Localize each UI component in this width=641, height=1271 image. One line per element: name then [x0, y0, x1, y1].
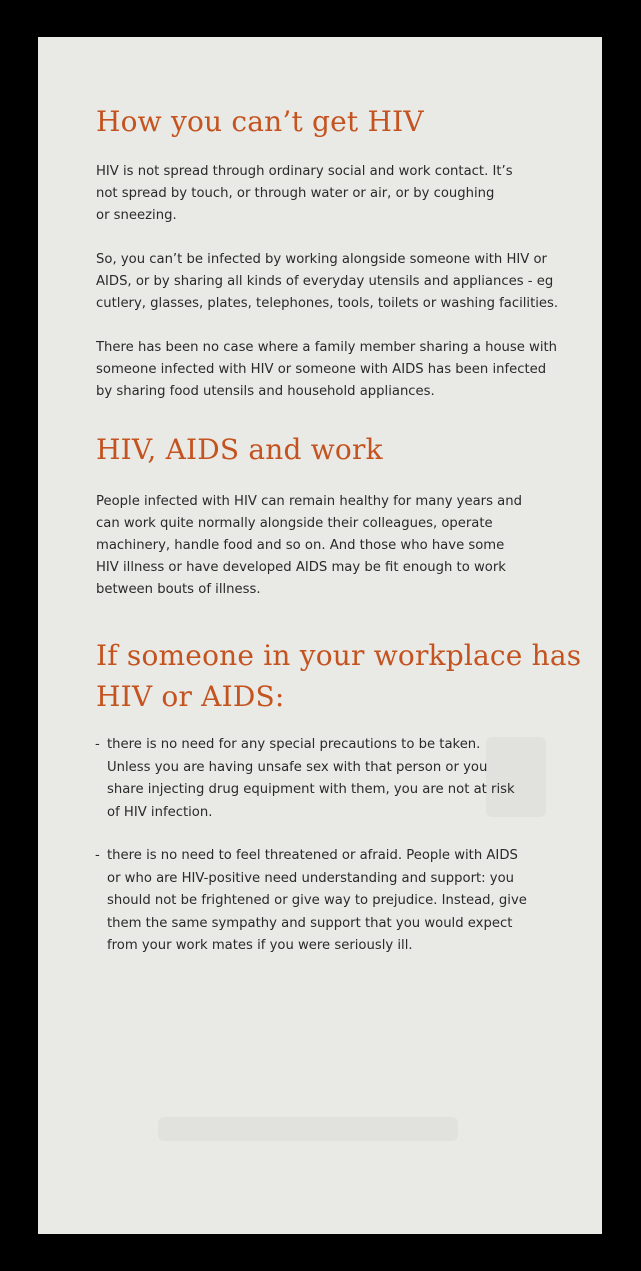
paragraph-people-infected: People infected with HIV can remain healthy for many years and can work quite normally alongside their colleagues, operate machinery, handle food and so on. And those who have some HIV illness or have developed AIDS may be fit enough to work between bouts of illness.	[96, 494, 522, 597]
bullet-item-no-need-to-feel-threatened	[95, 845, 535, 958]
heading-hiv-aids-and-work: HIV, AIDS and work	[96, 433, 383, 466]
leaflet-page	[38, 37, 602, 1234]
paragraph-not-spread: HIV is not spread through ordinary social and work contact. It’s not spread by touch, or through water or air, or by coughing or sneezing.	[96, 164, 513, 223]
bullet-item-no-precautions	[95, 734, 535, 824]
bullet-marker: -	[95, 848, 100, 863]
show-through-shadow	[158, 1117, 458, 1141]
paragraph-cant-be-infected: So, you can’t be infected by working alongside someone with HIV or AIDS, or by sharing all kinds of everyday utensils and appliances - eg cutlery, glasses, plates, telephones, tools, toilets or washing facilities.	[96, 252, 559, 311]
bullet-marker: -	[95, 737, 100, 752]
bullet-text: there is no need to feel threatened or afraid. People with AIDS or who are HIV-positive need understanding and support: you should not be frightened or give way to prejudice. Instead, give them the same sympathy and support that you would expect from your work mates if you were seriously ill.	[107, 848, 527, 953]
heading-if-someone-in-workplace: If someone in your workplace has HIV or AIDS:	[96, 639, 582, 713]
paragraph-no-case: There has been no case where a family member sharing a house with someone infected with HIV or someone with AIDS has been infected by sharing food utensils and household appliances.	[96, 340, 558, 399]
bullet-text: there is no need for any special precautions to be taken. Unless you are having unsafe sex with that person or you share injecting drug equipment with them, you are not at risk of HIV infection.	[107, 737, 515, 820]
heading-how-you-cant-get-hiv: How you can’t get HIV	[96, 105, 424, 138]
